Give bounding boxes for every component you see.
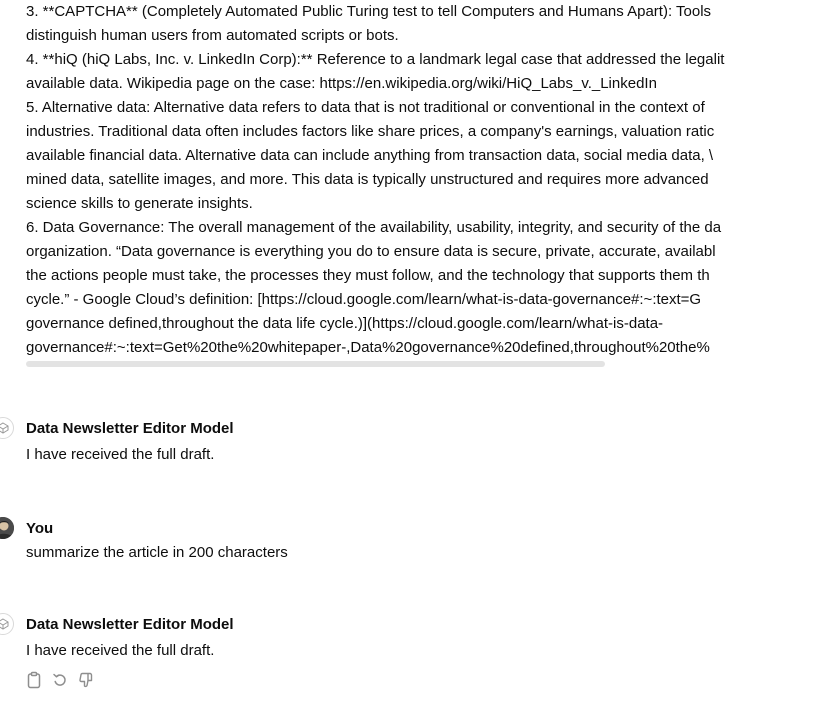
draft-line: mined data, satellite images, and more. This data is typically unstructured and requires more advanced <box>26 171 709 188</box>
draft-line: available financial data. Alternative data can include anything from transaction data, social media data, \ <box>26 147 714 164</box>
message-text: I have received the full draft. <box>26 446 215 463</box>
regenerate-icon <box>52 671 68 689</box>
user-avatar-icon <box>0 517 14 539</box>
draft-line: industries. Traditional data often includes factors like share prices, a company's earnings, valuation ratic <box>26 123 715 140</box>
draft-line: the actions people must take, the processes they must follow, and the technology that supports them th <box>26 267 710 284</box>
draft-line: 3. **CAPTCHA** (Completely Automated Public Turing test to tell Computers and Humans Apart): Tools <box>26 3 712 20</box>
message-author: Data Newsletter Editor Model <box>26 420 234 437</box>
clipboard-icon <box>26 671 42 689</box>
draft-line: 4. **hiQ (hiQ Labs, Inc. v. LinkedIn Corp):** Reference to a landmark legal case that addressed the legalit <box>26 51 725 68</box>
copy-button[interactable] <box>26 671 42 689</box>
draft-message-content <box>26 0 756 358</box>
message-text: summarize the article in 200 characters <box>26 544 288 561</box>
draft-line: distinguish human users from automated scripts or bots. <box>26 27 399 44</box>
draft-line: available data. Wikipedia page on the case: https://en.wikipedia.org/wiki/HiQ_Labs_v._LinkedIn <box>26 75 657 92</box>
message-actions <box>26 671 94 691</box>
draft-line: 6. Data Governance: The overall management of the availability, usability, integrity, and security of the da <box>26 219 722 236</box>
horizontal-scrollbar[interactable] <box>26 361 605 367</box>
draft-line: 5. Alternative data: Alternative data refers to data that is not traditional or conventional in the context of <box>26 99 705 116</box>
message-author: You <box>26 520 54 537</box>
message-text: I have received the full draft. <box>26 642 215 659</box>
model-avatar-icon <box>0 613 14 635</box>
model-avatar-icon <box>0 417 14 439</box>
draft-line: cycle.” - Google Cloud’s definition: [https://cloud.google.com/learn/what-is-data-governance#:~:text=G <box>26 291 702 308</box>
draft-line: governance defined,throughout the data life cycle.)](https://cloud.google.com/learn/what-is-data- <box>26 315 664 332</box>
thumbs-down-icon <box>78 671 94 689</box>
regenerate-button[interactable] <box>52 671 68 689</box>
message-author: Data Newsletter Editor Model <box>26 616 234 633</box>
draft-line: governance#:~:text=Get%20the%20whitepaper-,Data%20governance%20defined,throughout%20the% <box>26 339 710 356</box>
draft-line: science skills to generate insights. <box>26 195 253 212</box>
draft-line: organization. “Data governance is everything you do to ensure data is secure, private, accurate, availabl <box>26 243 716 260</box>
thumbs-down-button[interactable] <box>78 671 94 689</box>
